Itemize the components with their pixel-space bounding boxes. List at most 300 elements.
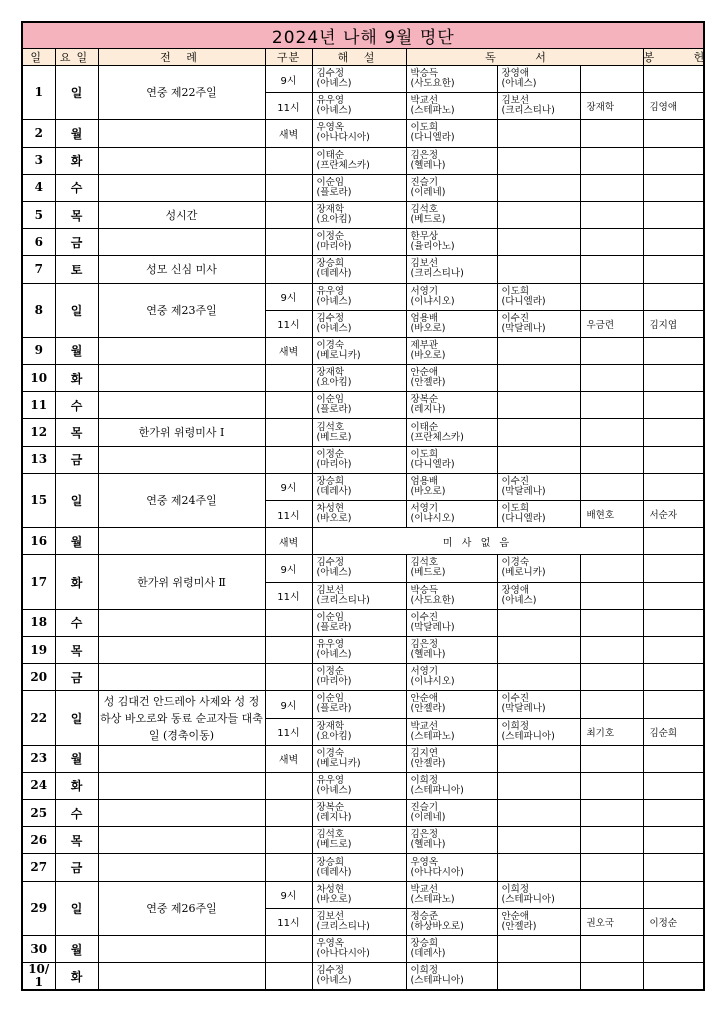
person-name: 박승득 <box>410 584 439 596</box>
offering-cell <box>643 691 704 718</box>
section-cell <box>265 963 312 991</box>
baptismal-name: (스테파노) <box>410 730 455 742</box>
section-cell <box>265 664 312 691</box>
person-name: 장재학 <box>316 367 345 379</box>
person-name: 이도희 <box>501 285 530 297</box>
day-cell: 22 <box>22 691 55 745</box>
reading-cell <box>497 636 580 663</box>
commentary-cell <box>312 881 406 908</box>
commentary-cell <box>312 772 406 799</box>
offering-cell: 우금련 <box>580 310 643 337</box>
person-name: 김지연 <box>410 747 439 759</box>
liturgy-cell: 연중 제23주일 <box>98 283 265 337</box>
reading-cell <box>406 718 497 745</box>
baptismal-name: (프란체스카) <box>410 431 464 443</box>
section-cell <box>265 201 312 228</box>
person-name: 장재학 <box>316 204 345 216</box>
reading-cell <box>406 664 497 691</box>
baptismal-name: (헬레나) <box>410 839 446 851</box>
commentary-cell <box>312 229 406 256</box>
reading-cell <box>497 555 580 582</box>
person-name: 이정순 <box>316 231 345 243</box>
person-name: 김수정 <box>316 965 345 977</box>
day-cell: 26 <box>22 827 55 854</box>
day-cell: 19 <box>22 636 55 663</box>
reading-cell <box>406 609 497 636</box>
section-cell: 9시 <box>265 66 312 93</box>
reading-cell <box>406 908 497 935</box>
reading-cell <box>497 908 580 935</box>
commentary-cell <box>312 365 406 392</box>
person-name: 이수진 <box>410 611 439 623</box>
liturgy-cell <box>98 446 265 473</box>
section-cell: 9시 <box>265 555 312 582</box>
day-cell: 3 <box>22 147 55 174</box>
schedule-sheet <box>21 21 723 990</box>
offering-cell: 서순자 <box>643 501 704 528</box>
weekday-cell: 월 <box>55 745 98 772</box>
baptismal-name: (마리아) <box>316 458 352 470</box>
offering-cell <box>580 365 643 392</box>
table-row <box>22 365 704 392</box>
baptismal-name: (아녜스) <box>316 975 352 987</box>
offering-cell <box>580 772 643 799</box>
day-cell: 15 <box>22 473 55 527</box>
baptismal-name: (베로니카) <box>501 567 546 579</box>
person-name: 이경숙 <box>316 747 345 759</box>
offering-cell <box>643 528 704 555</box>
weekday-cell: 일 <box>55 691 98 745</box>
offering-cell <box>643 147 704 174</box>
offering-cell <box>580 120 643 147</box>
weekday-cell: 일 <box>55 881 98 935</box>
reading-cell <box>406 419 497 446</box>
commentary-cell <box>312 636 406 663</box>
baptismal-name: (마리아) <box>316 676 352 688</box>
person-name: 이순임 <box>316 693 345 705</box>
liturgy-cell <box>98 147 265 174</box>
baptismal-name: (크리스티나) <box>410 268 464 280</box>
header-weekday: 요일 <box>55 49 98 66</box>
weekday-cell: 월 <box>55 936 98 963</box>
reading-cell <box>406 501 497 528</box>
offering-cell: 김지엽 <box>643 310 704 337</box>
commentary-cell <box>312 147 406 174</box>
reading-cell <box>406 636 497 663</box>
person-name: 장영애 <box>501 584 530 596</box>
person-name: 김은정 <box>410 639 439 651</box>
table-row <box>22 446 704 473</box>
section-cell <box>265 854 312 881</box>
baptismal-name: (스테파노) <box>410 893 455 905</box>
liturgy-cell: 연중 제26주일 <box>98 881 265 935</box>
reading-cell <box>406 174 497 201</box>
day-cell: 30 <box>22 936 55 963</box>
offering-cell <box>580 419 643 446</box>
reading-cell <box>406 473 497 500</box>
baptismal-name: (아녜스) <box>316 784 352 796</box>
offering-cell <box>643 229 704 256</box>
reading-cell <box>406 283 497 310</box>
baptismal-name: (바오로) <box>410 322 446 334</box>
section-cell <box>265 174 312 201</box>
person-name: 엄용배 <box>410 475 439 487</box>
section-cell <box>265 365 312 392</box>
section-cell <box>265 229 312 256</box>
reading-cell <box>497 718 580 745</box>
baptismal-name: (플로라) <box>316 404 352 416</box>
day-cell: 11 <box>22 392 55 419</box>
commentary-cell <box>312 691 406 718</box>
person-name: 이도희 <box>501 503 530 515</box>
day-cell: 20 <box>22 664 55 691</box>
header-reading: 독 서 <box>406 49 643 66</box>
person-name: 이도희 <box>410 122 439 134</box>
commentary-cell <box>312 66 406 93</box>
offering-cell <box>580 691 643 718</box>
person-name: 김석호 <box>410 204 439 216</box>
baptismal-name: (다니엘라) <box>501 295 546 307</box>
table-row <box>22 419 704 446</box>
day-cell: 29 <box>22 881 55 935</box>
person-name: 이경숙 <box>501 557 530 569</box>
weekday-cell: 일 <box>55 283 98 337</box>
baptismal-name: (요아킴) <box>316 377 352 389</box>
table-row <box>22 555 704 582</box>
liturgy-cell <box>98 745 265 772</box>
table-row <box>22 636 704 663</box>
baptismal-name: (바오로) <box>410 485 446 497</box>
day-cell: 6 <box>22 229 55 256</box>
commentary-cell <box>312 936 406 963</box>
baptismal-name: (스테파니아) <box>501 893 555 905</box>
baptismal-name: (이냐시오) <box>410 295 455 307</box>
section-cell <box>265 256 312 283</box>
day-cell: 18 <box>22 609 55 636</box>
page-title: 2024년 나해 9월 명단 <box>22 22 704 49</box>
reading-cell <box>497 66 580 93</box>
person-name: 유우영 <box>316 639 345 651</box>
baptismal-name: (베로니카) <box>316 757 361 769</box>
section-cell: 새벽 <box>265 337 312 364</box>
person-name: 서영기 <box>410 666 439 678</box>
reading-cell <box>406 963 497 991</box>
section-cell <box>265 609 312 636</box>
header-row <box>22 49 704 66</box>
offering-cell <box>580 201 643 228</box>
reading-cell <box>497 936 580 963</box>
offering-cell <box>643 66 704 93</box>
table-row <box>22 854 704 881</box>
offering-cell <box>643 256 704 283</box>
table-row <box>22 256 704 283</box>
liturgy-cell: 연중 제24주일 <box>98 473 265 527</box>
reading-cell <box>406 256 497 283</box>
person-name: 장승희 <box>316 475 345 487</box>
offering-cell <box>643 854 704 881</box>
person-name: 장복순 <box>316 802 345 814</box>
weekday-cell: 금 <box>55 229 98 256</box>
commentary-cell <box>312 120 406 147</box>
baptismal-name: (막달레나) <box>501 703 546 715</box>
offering-cell <box>580 881 643 908</box>
baptismal-name: (아녜스) <box>316 105 352 117</box>
baptismal-name: (안젤라) <box>410 377 446 389</box>
liturgy-cell <box>98 800 265 827</box>
day-cell: 27 <box>22 854 55 881</box>
reading-cell <box>406 772 497 799</box>
person-name: 우영옥 <box>410 856 439 868</box>
baptismal-name: (아녜스) <box>316 567 352 579</box>
day-cell: 9 <box>22 337 55 364</box>
baptismal-name: (아나다시아) <box>316 948 370 960</box>
liturgy-cell <box>98 609 265 636</box>
day-cell: 4 <box>22 174 55 201</box>
baptismal-name: (요아킴) <box>316 730 352 742</box>
reading-cell <box>497 201 580 228</box>
offering-cell <box>580 936 643 963</box>
schedule-table <box>21 21 723 991</box>
liturgy-cell <box>98 854 265 881</box>
reading-cell <box>406 147 497 174</box>
baptismal-name: (베로니카) <box>316 349 361 361</box>
table-row <box>22 881 704 908</box>
offering-cell <box>643 283 704 310</box>
reading-cell <box>497 473 580 500</box>
offering-cell <box>643 664 704 691</box>
reading-cell <box>406 120 497 147</box>
liturgy-cell: 성모 신심 미사 <box>98 256 265 283</box>
weekday-cell: 월 <box>55 528 98 555</box>
commentary-cell <box>312 718 406 745</box>
section-cell <box>265 936 312 963</box>
person-name: 우영옥 <box>316 938 345 950</box>
commentary-cell <box>312 582 406 609</box>
baptismal-name: (스테파니아) <box>410 784 464 796</box>
day-cell: 10/ 1 <box>22 963 55 991</box>
offering-cell <box>580 745 643 772</box>
offering-cell <box>643 772 704 799</box>
person-name: 유우영 <box>316 95 345 107</box>
baptismal-name: (데레사) <box>410 948 446 960</box>
person-name: 이수진 <box>501 693 530 705</box>
baptismal-name: (스테파니아) <box>410 975 464 987</box>
person-name: 김보선 <box>316 584 345 596</box>
baptismal-name: (하상바오로) <box>410 920 464 932</box>
commentary-cell <box>312 310 406 337</box>
day-cell: 1 <box>22 66 55 120</box>
person-name: 진슬기 <box>410 802 439 814</box>
offering-cell <box>580 800 643 827</box>
offering-cell: 김순희 <box>643 718 704 745</box>
person-name: 이수진 <box>501 475 530 487</box>
baptismal-name: (레지나) <box>316 812 352 824</box>
offering-cell <box>580 609 643 636</box>
baptismal-name: (베드로) <box>316 431 352 443</box>
offering-cell <box>643 337 704 364</box>
offering-cell <box>580 174 643 201</box>
table-row <box>22 174 704 201</box>
baptismal-name: (플로라) <box>316 621 352 633</box>
liturgy-cell <box>98 528 265 555</box>
person-name: 장승희 <box>410 938 439 950</box>
baptismal-name: (아나다시아) <box>410 866 464 878</box>
table-row <box>22 120 704 147</box>
commentary-cell <box>312 664 406 691</box>
offering-cell <box>580 582 643 609</box>
commentary-cell <box>312 174 406 201</box>
reading-cell <box>406 446 497 473</box>
offering-cell <box>580 392 643 419</box>
commentary-cell <box>312 201 406 228</box>
liturgy-cell <box>98 827 265 854</box>
no-mass-cell: 미 사 없 음 <box>312 528 643 555</box>
reading-cell <box>406 854 497 881</box>
person-name: 제부관 <box>410 339 439 351</box>
reading-cell <box>497 800 580 827</box>
offering-cell <box>580 664 643 691</box>
person-name: 박교선 <box>410 95 439 107</box>
person-name: 안순애 <box>410 693 439 705</box>
person-name: 김수정 <box>316 68 345 80</box>
weekday-cell: 금 <box>55 854 98 881</box>
baptismal-name: (마리아) <box>316 241 352 253</box>
reading-cell <box>497 120 580 147</box>
reading-cell <box>497 745 580 772</box>
table-row <box>22 609 704 636</box>
reading-cell <box>497 854 580 881</box>
offering-cell <box>580 256 643 283</box>
header-day: 일 <box>22 49 55 66</box>
liturgy-cell <box>98 120 265 147</box>
liturgy-cell <box>98 365 265 392</box>
table-row <box>22 664 704 691</box>
table-row <box>22 528 704 555</box>
person-name: 장복순 <box>410 394 439 406</box>
baptismal-name: (막달레나) <box>410 621 455 633</box>
section-cell: 11시 <box>265 582 312 609</box>
reading-cell <box>406 201 497 228</box>
day-cell: 24 <box>22 772 55 799</box>
baptismal-name: (베드로) <box>316 839 352 851</box>
table-row <box>22 936 704 963</box>
baptismal-name: (사도요한) <box>410 594 455 606</box>
baptismal-name: (프란체스카) <box>316 159 370 171</box>
offering-cell <box>643 936 704 963</box>
section-cell: 새벽 <box>265 528 312 555</box>
reading-cell <box>406 555 497 582</box>
baptismal-name: (다니엘라) <box>410 458 455 470</box>
reading-cell <box>497 392 580 419</box>
weekday-cell: 토 <box>55 256 98 283</box>
reading-cell <box>497 446 580 473</box>
reading-cell <box>497 337 580 364</box>
person-name: 이태순 <box>410 421 439 433</box>
baptismal-name: (데레사) <box>316 268 352 280</box>
table-row <box>22 337 704 364</box>
offering-cell <box>643 365 704 392</box>
table-row <box>22 800 704 827</box>
commentary-cell <box>312 446 406 473</box>
reading-cell <box>497 582 580 609</box>
reading-cell <box>406 745 497 772</box>
baptismal-name: (사도요한) <box>410 78 455 90</box>
weekday-cell: 화 <box>55 963 98 991</box>
person-name: 이정순 <box>316 666 345 678</box>
section-cell: 11시 <box>265 718 312 745</box>
section-cell <box>265 419 312 446</box>
reading-cell <box>497 827 580 854</box>
liturgy-cell: 한가위 위령미사 Ⅰ <box>98 419 265 446</box>
baptismal-name: (아녜스) <box>501 594 537 606</box>
day-cell: 16 <box>22 528 55 555</box>
day-cell: 8 <box>22 283 55 337</box>
weekday-cell: 수 <box>55 174 98 201</box>
weekday-cell: 목 <box>55 201 98 228</box>
weekday-cell: 화 <box>55 147 98 174</box>
offering-cell <box>580 827 643 854</box>
baptismal-name: (바오로) <box>410 349 446 361</box>
person-name: 박승득 <box>410 68 439 80</box>
section-cell <box>265 827 312 854</box>
weekday-cell: 목 <box>55 419 98 446</box>
person-name: 이경숙 <box>316 339 345 351</box>
reading-cell <box>497 365 580 392</box>
baptismal-name: (아녜스) <box>316 649 352 661</box>
weekday-cell: 월 <box>55 120 98 147</box>
section-cell <box>265 636 312 663</box>
commentary-cell <box>312 800 406 827</box>
person-name: 유우영 <box>316 774 345 786</box>
reading-cell <box>497 691 580 718</box>
baptismal-name: (막달레나) <box>501 485 546 497</box>
commentary-cell <box>312 283 406 310</box>
person-name: 박교선 <box>410 883 439 895</box>
person-name: 김석호 <box>316 421 345 433</box>
section-cell: 11시 <box>265 310 312 337</box>
person-name: 이순임 <box>316 611 345 623</box>
offering-cell <box>580 636 643 663</box>
person-name: 김석호 <box>410 557 439 569</box>
reading-cell <box>497 256 580 283</box>
offering-cell <box>643 800 704 827</box>
baptismal-name: (스테파니아) <box>501 730 555 742</box>
reading-cell <box>406 66 497 93</box>
liturgy-cell <box>98 664 265 691</box>
offering-cell <box>580 446 643 473</box>
person-name: 이희정 <box>501 720 530 732</box>
section-cell: 9시 <box>265 691 312 718</box>
person-name: 이희정 <box>410 774 439 786</box>
table-row <box>22 229 704 256</box>
offering-cell <box>580 147 643 174</box>
offering-cell <box>643 609 704 636</box>
weekday-cell: 목 <box>55 636 98 663</box>
section-cell <box>265 446 312 473</box>
reading-cell <box>406 310 497 337</box>
reading-cell <box>497 501 580 528</box>
person-name: 김수정 <box>316 312 345 324</box>
reading-cell <box>406 827 497 854</box>
liturgy-cell <box>98 963 265 991</box>
reading-cell <box>406 229 497 256</box>
person-name: 장재학 <box>316 720 345 732</box>
liturgy-cell: 성 김대건 안드레아 사제와 성 정하상 바오로와 동료 순교자들 대축일 (경축이동) <box>98 691 265 745</box>
liturgy-cell <box>98 772 265 799</box>
baptismal-name: (이레네) <box>410 812 446 824</box>
reading-cell <box>406 365 497 392</box>
liturgy-cell <box>98 636 265 663</box>
